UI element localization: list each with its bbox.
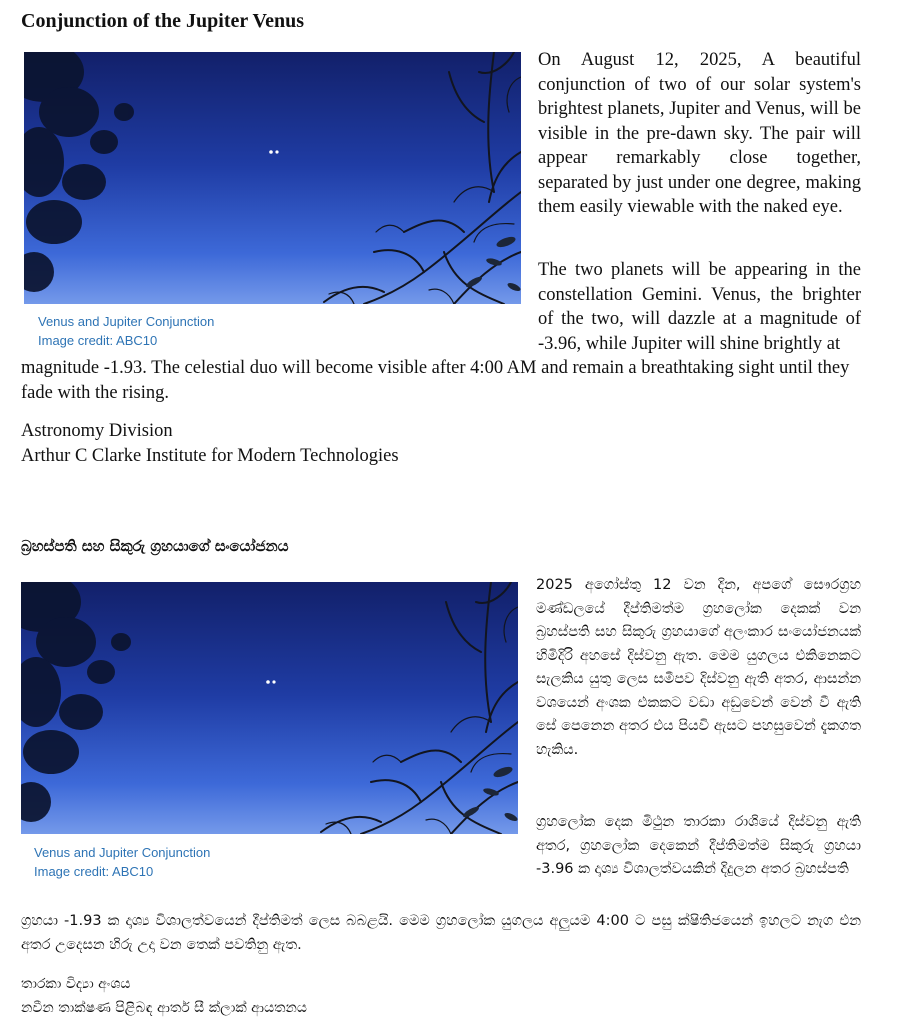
english-signature-institute: Arthur C Clarke Institute for Modern Technologies: [21, 446, 399, 466]
caption-credit: Image credit: ABC10: [34, 864, 154, 879]
sinhala-paragraph-2-side: ග්‍රහලෝක දෙක මිථුන තාරකා රාශියේ දිස්වනු ඇති අතර, ග්‍රහලෝක දෙකෙන් දීප්තිමත්ම සිකුරු ග්‍රහයා -3.96 ක දෘශ්‍ය විශාලත්වයකින් දිදුලන අතර බ්‍රහස්පති: [536, 814, 861, 877]
english-paragraph-1: On August 12, 2025, A beautiful conjunction of two of our solar system's brightest planets, Jupiter and Venus, will be visible in the pre-dawn sky. The pair will appear remarkably close together, separated by just under one degree, making them easily viewable with the naked eye.: [538, 50, 861, 217]
sinhala-title: බ්‍රහස්පති සහ සිකුරු ග්‍රහයාගේ සංයෝජනය: [21, 537, 289, 555]
sinhala-signature-division: තාරකා විද්‍යා අංශය: [21, 976, 131, 992]
english-signature-division: Astronomy Division: [21, 421, 173, 441]
sinhala-signature-institute: නවීන තාක්ෂණ පිළිබඳ ආතර් සී ක්ලාක් ආයතනය: [21, 1000, 307, 1016]
sinhala-paragraph-1: 2025 අගෝස්තු 12 වන දින, අපගේ සෞරග්‍රහ මණ්ඩලයේ දීප්තිමත්ම ග්‍රහලෝක දෙකක් වන බ්‍රහස්පති සහ සිකුරු ග්‍රහයාගේ අලංකාර සංයෝජනයක් හිමිදිරි අහසේ දිස්වනු ඇත. මෙම යුගලය එකිනෙකට සැලකිය යුතු ලෙස සමීපව දිස්වනු ඇති අතර, ආසන්න වශයෙන් අංශක එකකට වඩා අඩුවෙන් වෙන් වී ඇති සේ පෙනෙන අතර එය පියවි ඇසට පහසුවෙන් දැකගත හැකිය.: [536, 577, 861, 758]
night-sky-image: [21, 582, 518, 834]
english-title: Conjunction of the Jupiter Venus: [21, 10, 305, 32]
night-sky-image: [24, 52, 521, 304]
conjunction-photo-sinhala: [21, 582, 518, 834]
sinhala-caption: [34, 843, 210, 881]
english-paragraph-2-full: magnitude -1.93. The celestial duo will become visible after 4:00 AM and remain a breathtaking sight until they fade with the rising.: [21, 358, 850, 403]
caption-credit: Image credit: ABC10: [38, 333, 158, 348]
sinhala-paragraph-2-full: ග්‍රහයා -1.93 ක දෘශ්‍ය විශාලත්වයෙන් දීප්තිමත් ලෙස බබළයි. මෙම ග්‍රහලෝක යුගලය අලුයම 4:00 ට පසු ක්ෂිතිජයෙන් ඉහලට නැග එන අතර උදෙසන හිරු උදා වන තෙක් පවතිනු ඇත.: [21, 913, 861, 953]
english-caption: [38, 312, 214, 350]
conjunction-photo: [24, 52, 521, 304]
caption-title: Venus and Jupiter Conjunction: [34, 845, 211, 860]
caption-title: Venus and Jupiter Conjunction: [38, 314, 215, 329]
english-paragraph-2-side: The two planets will be appearing in the constellation Gemini. Venus, the brighter of the two, will dazzle at a magnitude of -3.96, while Jupiter will shine brightly at: [538, 260, 861, 354]
